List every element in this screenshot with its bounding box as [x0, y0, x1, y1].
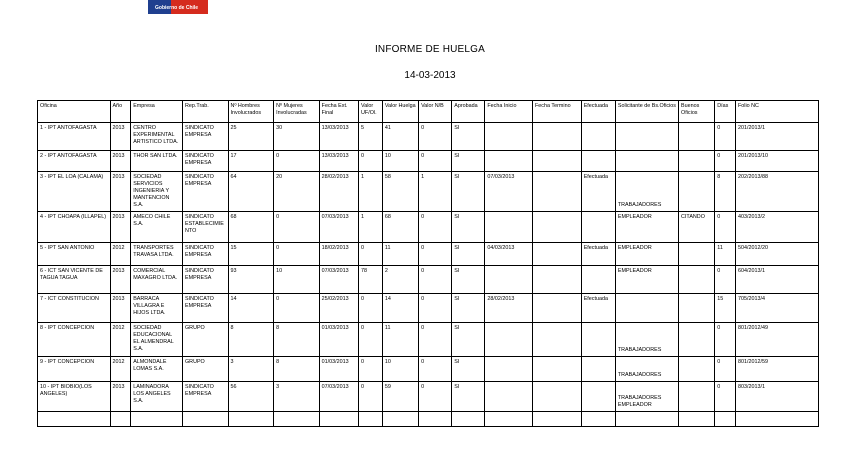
col-header: Efectuada	[581, 101, 615, 123]
cell-rep-trab: SINDICATO EMPRESA	[182, 172, 228, 212]
cell-fecha-ext: 13/03/2013	[319, 123, 358, 151]
cell-rep-trab: SINDICATO EMPRESA	[182, 294, 228, 323]
logo-text: Gobierno de Chile	[155, 5, 199, 11]
cell-aprobada: SI	[452, 323, 485, 357]
table-row	[38, 243, 819, 266]
cell-empresa: COMERCIAL MAXAGRO LTDA.	[131, 266, 183, 294]
cell-mujeres: 0	[274, 243, 320, 266]
cell-dias: 8	[715, 172, 736, 212]
cell-fecha-termino	[533, 357, 582, 382]
cell-aprobada: SI	[452, 172, 485, 212]
cell-valor-huelga: 59	[382, 382, 418, 412]
cell-hombres: 56	[228, 382, 274, 412]
cell-solicitante: EMPLEADOR	[615, 243, 678, 266]
cell-solicitante: EMPLEADOR	[615, 266, 678, 294]
cell-valor-nb: 0	[419, 382, 452, 412]
col-header: Valor N/B	[419, 101, 452, 123]
cell-rep-trab: SINDICATO ESTABLECIMIENTO	[182, 212, 228, 243]
cell-solicitante: TRABAJADORES	[615, 323, 678, 357]
cell-aprobada: SI	[452, 212, 485, 243]
cell-empty	[452, 412, 485, 427]
cell-dias: 0	[715, 266, 736, 294]
cell-fecha-termino	[533, 151, 582, 172]
col-header: Nº Mujeres Involucradas	[274, 101, 320, 123]
cell-valor-nb: 0	[419, 357, 452, 382]
cell-fecha-inicio: 28/02/2013	[485, 294, 533, 323]
cell-valor-uf: 5	[359, 123, 383, 151]
col-header: Nº Hombres Involucrados	[228, 101, 274, 123]
cell-valor-nb: 0	[419, 243, 452, 266]
cell-mujeres: 20	[274, 172, 320, 212]
cell-fecha-inicio	[485, 212, 533, 243]
table-row	[38, 294, 819, 323]
cell-valor-huelga: 2	[382, 266, 418, 294]
cell-buenos-oficios	[679, 382, 715, 412]
table-row	[38, 323, 819, 357]
cell-aprobada: SI	[452, 266, 485, 294]
cell-valor-uf: 0	[359, 382, 383, 412]
cell-anio: 2013	[110, 382, 131, 412]
cell-folio: 202/2013/88	[735, 172, 818, 212]
cell-valor-nb: 0	[419, 266, 452, 294]
cell-valor-uf: 0	[359, 243, 383, 266]
cell-fecha-termino	[533, 123, 582, 151]
cell-buenos-oficios	[679, 357, 715, 382]
cell-empty	[615, 412, 678, 427]
cell-aprobada: SI	[452, 357, 485, 382]
col-header: Folio NC	[735, 101, 818, 123]
table-row	[38, 123, 819, 151]
gobierno-logo	[148, 0, 208, 14]
cell-anio: 2012	[110, 323, 131, 357]
cell-fecha-inicio	[485, 151, 533, 172]
cell-hombres: 64	[228, 172, 274, 212]
cell-dias: 0	[715, 123, 736, 151]
cell-fecha-termino	[533, 294, 582, 323]
cell-empty	[382, 412, 418, 427]
cell-folio: 201/2013/1	[735, 123, 818, 151]
cell-aprobada: SI	[452, 243, 485, 266]
cell-mujeres: 0	[274, 212, 320, 243]
cell-empty	[735, 412, 818, 427]
cell-empty	[131, 412, 183, 427]
cell-mujeres: 3	[274, 382, 320, 412]
cell-valor-nb: 0	[419, 151, 452, 172]
cell-valor-uf: 1	[359, 172, 383, 212]
cell-mujeres: 8	[274, 357, 320, 382]
cell-empty	[110, 412, 131, 427]
cell-hombres: 8	[228, 323, 274, 357]
cell-buenos-oficios	[679, 243, 715, 266]
cell-empty	[228, 412, 274, 427]
cell-valor-uf: 0	[359, 294, 383, 323]
cell-valor-huelga: 68	[382, 212, 418, 243]
cell-solicitante: TRABAJADORES	[615, 357, 678, 382]
cell-valor-uf: 0	[359, 151, 383, 172]
cell-anio: 2013	[110, 123, 131, 151]
cell-fecha-ext: 25/02/2013	[319, 294, 358, 323]
table-row	[38, 357, 819, 382]
cell-fecha-ext: 01/03/2013	[319, 357, 358, 382]
cell-fecha-termino	[533, 243, 582, 266]
cell-empresa: LAMINADORA LOS ANGELES S.A.	[131, 382, 183, 412]
cell-buenos-oficios	[679, 294, 715, 323]
cell-folio: 604/2013/1	[735, 266, 818, 294]
cell-aprobada: SI	[452, 294, 485, 323]
cell-fecha-termino	[533, 212, 582, 243]
cell-efectuada	[581, 266, 615, 294]
cell-folio: 504/2012/20	[735, 243, 818, 266]
cell-anio: 2013	[110, 212, 131, 243]
cell-fecha-inicio: 07/03/2013	[485, 172, 533, 212]
cell-fecha-inicio	[485, 357, 533, 382]
col-header: Solicitante de Bs.Oficios	[615, 101, 678, 123]
cell-fecha-termino	[533, 323, 582, 357]
cell-rep-trab: SINDICATO EMPRESA	[182, 151, 228, 172]
cell-valor-uf: 0	[359, 323, 383, 357]
cell-valor-huelga: 10	[382, 357, 418, 382]
cell-dias: 0	[715, 382, 736, 412]
cell-solicitante: TRABAJADORES	[615, 172, 678, 212]
cell-efectuada: Efectuada	[581, 294, 615, 323]
cell-empty	[419, 412, 452, 427]
cell-rep-trab: SINDICATO EMPRESA	[182, 123, 228, 151]
cell-empresa: BARRACA VILLAGRA E HIJOS LTDA.	[131, 294, 183, 323]
cell-anio: 2013	[110, 266, 131, 294]
cell-buenos-oficios	[679, 151, 715, 172]
col-header: Empresa	[131, 101, 183, 123]
cell-fecha-termino	[533, 266, 582, 294]
col-header: Fecha Inicio	[485, 101, 533, 123]
cell-valor-huelga: 41	[382, 123, 418, 151]
cell-valor-uf: 78	[359, 266, 383, 294]
cell-hombres: 68	[228, 212, 274, 243]
cell-anio: 2012	[110, 243, 131, 266]
cell-rep-trab: GRUPO	[182, 357, 228, 382]
cell-dias: 0	[715, 323, 736, 357]
cell-valor-huelga: 58	[382, 172, 418, 212]
cell-rep-trab: GRUPO	[182, 323, 228, 357]
cell-hombres: 3	[228, 357, 274, 382]
table-header-row	[38, 101, 819, 123]
cell-aprobada: SI	[452, 151, 485, 172]
cell-fecha-inicio	[485, 382, 533, 412]
cell-hombres: 25	[228, 123, 274, 151]
cell-efectuada	[581, 357, 615, 382]
cell-empty	[274, 412, 320, 427]
col-header: Valor UF/Ol.	[359, 101, 383, 123]
cell-folio: 403/2013/2	[735, 212, 818, 243]
cell-solicitante	[615, 294, 678, 323]
cell-valor-nb: 0	[419, 323, 452, 357]
cell-efectuada	[581, 212, 615, 243]
cell-mujeres: 8	[274, 323, 320, 357]
cell-valor-nb: 0	[419, 212, 452, 243]
col-header: Oficina	[38, 101, 111, 123]
col-header: Aprobada	[452, 101, 485, 123]
cell-empty	[715, 412, 736, 427]
cell-oficina: 9 - IPT CONCEPCION	[38, 357, 111, 382]
table-row-partial	[38, 412, 819, 427]
cell-valor-nb: 1	[419, 172, 452, 212]
cell-hombres: 14	[228, 294, 274, 323]
cell-fecha-inicio: 04/03/2013	[485, 243, 533, 266]
col-header: Buenos Oficios	[679, 101, 715, 123]
cell-solicitante: TRABAJADORES EMPLEADOR	[615, 382, 678, 412]
cell-empty	[319, 412, 358, 427]
cell-oficina: 8 - IPT CONCEPCION	[38, 323, 111, 357]
cell-valor-nb: 0	[419, 123, 452, 151]
cell-empresa: SOCIEDAD EDUCACIONAL EL ALMENDRAL S.A.	[131, 323, 183, 357]
cell-mujeres: 0	[274, 294, 320, 323]
cell-buenos-oficios: CITANDO	[679, 212, 715, 243]
cell-rep-trab: SINDICATO EMPRESA	[182, 382, 228, 412]
cell-empresa: AMECO CHILE S.A.	[131, 212, 183, 243]
cell-empty	[581, 412, 615, 427]
cell-buenos-oficios	[679, 323, 715, 357]
cell-efectuada	[581, 323, 615, 357]
cell-valor-uf: 1	[359, 212, 383, 243]
cell-fecha-ext: 28/02/2013	[319, 172, 358, 212]
cell-efectuada	[581, 151, 615, 172]
cell-folio: 801/2012/49	[735, 323, 818, 357]
col-header: Año	[110, 101, 131, 123]
cell-oficina: 10 - IPT BIOBIO(LOS ANGELES)	[38, 382, 111, 412]
cell-mujeres: 10	[274, 266, 320, 294]
cell-empty	[359, 412, 383, 427]
cell-fecha-inicio	[485, 266, 533, 294]
cell-fecha-termino	[533, 382, 582, 412]
cell-valor-huelga: 14	[382, 294, 418, 323]
cell-dias: 0	[715, 357, 736, 382]
cell-oficina: 1 - IPT ANTOFAGASTA	[38, 123, 111, 151]
cell-dias: 15	[715, 294, 736, 323]
cell-valor-uf: 0	[359, 357, 383, 382]
cell-empty	[533, 412, 582, 427]
cell-mujeres: 30	[274, 123, 320, 151]
cell-folio: 803/2013/1	[735, 382, 818, 412]
report-date: 14-03-2013	[404, 70, 456, 81]
cell-anio: 2013	[110, 172, 131, 212]
cell-dias: 11	[715, 243, 736, 266]
table-row	[38, 266, 819, 294]
cell-hombres: 15	[228, 243, 274, 266]
cell-mujeres: 0	[274, 151, 320, 172]
col-header: Fecha Termino	[533, 101, 582, 123]
cell-anio: 2013	[110, 294, 131, 323]
cell-solicitante	[615, 151, 678, 172]
cell-oficina: 7 - ICT CONSTITUCION	[38, 294, 111, 323]
cell-fecha-ext: 07/03/2013	[319, 266, 358, 294]
cell-fecha-ext: 01/03/2013	[319, 323, 358, 357]
cell-oficina: 6 - ICT SAN VICENTE DE TAGUA TAGUA	[38, 266, 111, 294]
cell-folio: 201/2013/10	[735, 151, 818, 172]
cell-aprobada: SI	[452, 382, 485, 412]
cell-oficina: 4 - IPT CHOAPA (ILLAPEL)	[38, 212, 111, 243]
cell-efectuada	[581, 382, 615, 412]
cell-fecha-ext: 07/03/2013	[319, 382, 358, 412]
cell-anio: 2012	[110, 357, 131, 382]
table-row	[38, 151, 819, 172]
cell-fecha-ext: 13/03/2013	[319, 151, 358, 172]
cell-efectuada: Efectuada	[581, 172, 615, 212]
cell-folio: 705/2013/4	[735, 294, 818, 323]
cell-fecha-inicio	[485, 123, 533, 151]
cell-efectuada	[581, 123, 615, 151]
cell-solicitante: EMPLEADOR	[615, 212, 678, 243]
cell-fecha-inicio	[485, 323, 533, 357]
col-header: Valor Huelga	[382, 101, 418, 123]
table-row	[38, 212, 819, 243]
strike-report-table	[37, 100, 819, 427]
cell-aprobada: SI	[452, 123, 485, 151]
col-header: Fecha Ext. Final	[319, 101, 358, 123]
cell-valor-nb: 0	[419, 294, 452, 323]
cell-empty	[485, 412, 533, 427]
cell-fecha-termino	[533, 172, 582, 212]
cell-empresa: ALMONDALE LOMAS S.A.	[131, 357, 183, 382]
cell-valor-huelga: 10	[382, 151, 418, 172]
cell-empresa: THOR SAN LTDA.	[131, 151, 183, 172]
cell-dias: 0	[715, 151, 736, 172]
cell-empresa: CENTRO EXPERIMENTAL ARTISTICO LTDA.	[131, 123, 183, 151]
cell-valor-huelga: 11	[382, 323, 418, 357]
cell-oficina: 5 - IPT SAN ANTONIO	[38, 243, 111, 266]
cell-anio: 2013	[110, 151, 131, 172]
col-header: Rep.Trab.	[182, 101, 228, 123]
report-title: INFORME DE HUELGA	[374, 44, 486, 55]
cell-empresa: TRANSPORTES TRAVASA LTDA.	[131, 243, 183, 266]
cell-dias: 0	[715, 212, 736, 243]
cell-fecha-ext: 07/03/2013	[319, 212, 358, 243]
cell-rep-trab: SINDICATO EMPRESA	[182, 266, 228, 294]
cell-oficina: 2 - IPT ANTOFAGASTA	[38, 151, 111, 172]
cell-efectuada: Efectuada	[581, 243, 615, 266]
cell-folio: 801/2012/59	[735, 357, 818, 382]
table-row	[38, 382, 819, 412]
col-header: Días	[715, 101, 736, 123]
table-row	[38, 172, 819, 212]
cell-empty	[38, 412, 111, 427]
cell-empresa: SOCIEDAD SERVICIOS INGENIERIA Y MANTENCION S.A.	[131, 172, 183, 212]
cell-fecha-ext: 18/02/2013	[319, 243, 358, 266]
cell-valor-huelga: 11	[382, 243, 418, 266]
cell-buenos-oficios	[679, 172, 715, 212]
cell-rep-trab: SINDICATO EMPRESA	[182, 243, 228, 266]
cell-oficina: 3 - IPT EL LOA (CALAMA)	[38, 172, 111, 212]
cell-solicitante	[615, 123, 678, 151]
cell-buenos-oficios	[679, 266, 715, 294]
cell-buenos-oficios	[679, 123, 715, 151]
cell-empty	[182, 412, 228, 427]
cell-hombres: 93	[228, 266, 274, 294]
cell-empty	[679, 412, 715, 427]
cell-hombres: 17	[228, 151, 274, 172]
